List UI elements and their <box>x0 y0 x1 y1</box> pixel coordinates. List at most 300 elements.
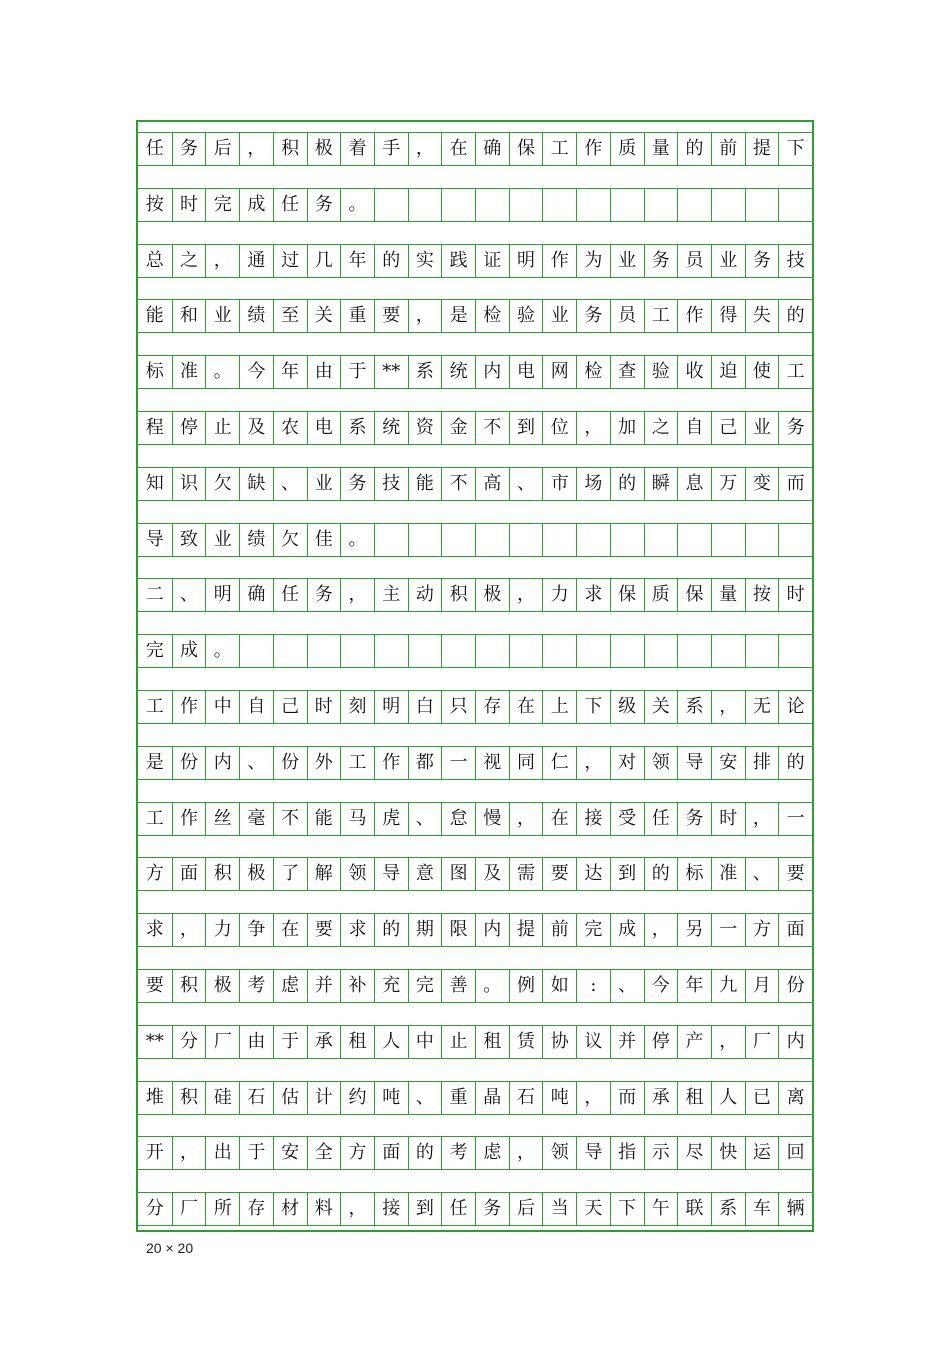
grid-cell: 重 <box>441 1082 475 1114</box>
grid-cell: ， <box>711 1026 745 1058</box>
grid-cell: 今 <box>644 970 678 1002</box>
grid-cell: 之 <box>172 245 206 277</box>
grid-cell: 提 <box>745 133 779 165</box>
grid-cell: 及 <box>475 858 509 890</box>
grid-cell: 、 <box>745 858 779 890</box>
grid-cell: 极 <box>475 579 509 611</box>
grid-row <box>138 188 812 222</box>
grid-cell: ， <box>509 1137 543 1169</box>
grid-cell: 石 <box>239 1082 273 1114</box>
grid-cell: 验 <box>644 356 678 388</box>
grid-cell: 绩 <box>239 300 273 332</box>
grid-cell: 期 <box>408 914 442 946</box>
grid-cell: 下 <box>576 691 610 723</box>
grid-cell: 一 <box>441 747 475 779</box>
grid-cell <box>408 524 442 556</box>
grid-cell: 估 <box>273 1082 307 1114</box>
grid-cell: 而 <box>778 468 812 500</box>
grid-cell: 充 <box>374 970 408 1002</box>
grid-cell: ， <box>172 914 206 946</box>
grid-cell <box>711 635 745 667</box>
grid-cell: 示 <box>644 1137 678 1169</box>
grid-cell: 成 <box>172 635 206 667</box>
grid-cell: 议 <box>576 1026 610 1058</box>
grid-cell: 由 <box>239 1026 273 1058</box>
grid-cell: 刻 <box>340 691 374 723</box>
grid-cell <box>644 189 678 221</box>
grid-cell: 务 <box>778 412 812 444</box>
grid-cell: ， <box>644 914 678 946</box>
grid-cell: 的 <box>778 747 812 779</box>
grid-cell: 工 <box>340 747 374 779</box>
grid-cell: 关 <box>307 300 341 332</box>
grid-cell: 需 <box>509 858 543 890</box>
grid-cell: 准 <box>711 858 745 890</box>
grid-cell: 业 <box>711 245 745 277</box>
grid-cell: 为 <box>576 245 610 277</box>
grid-cell: 己 <box>711 412 745 444</box>
grid-cell: 息 <box>677 468 711 500</box>
grid-cell: 是 <box>441 300 475 332</box>
grid-cell: 能 <box>145 305 164 327</box>
grid-cell: 完 <box>205 189 239 221</box>
grid-row <box>138 523 812 557</box>
grid-cell: 求 <box>145 919 164 941</box>
grid-cell: 系 <box>677 691 711 723</box>
grid-cell: 务 <box>745 245 779 277</box>
grid-cell: 联 <box>677 1193 711 1225</box>
grid-cell: 承 <box>644 1082 678 1114</box>
grid-cell: 完 <box>408 970 442 1002</box>
grid-cell <box>644 524 678 556</box>
grid-cell: 了 <box>273 858 307 890</box>
grid-cell: 怠 <box>441 803 475 835</box>
grid-cell: 考 <box>441 1137 475 1169</box>
grid-row <box>138 746 812 780</box>
grid-cell: 今 <box>239 356 273 388</box>
grid-cell: 的 <box>408 1137 442 1169</box>
grid-cell: 验 <box>509 300 543 332</box>
grid-cell <box>711 189 745 221</box>
grid-cell: 当 <box>542 1193 576 1225</box>
grid-row <box>138 802 812 836</box>
grid-cell <box>441 524 475 556</box>
grid-cell: 如 <box>542 970 576 1002</box>
grid-cell: 实 <box>408 245 442 277</box>
grid-cell: 方 <box>340 1137 374 1169</box>
grid-cell: 只 <box>441 691 475 723</box>
grid-cell: 完 <box>145 640 164 662</box>
grid-cell: 意 <box>408 858 442 890</box>
grid-size-label: 20 × 20 <box>146 1240 194 1256</box>
grid-cell <box>644 635 678 667</box>
grid-cell: 务 <box>307 579 341 611</box>
grid-cell: 保 <box>610 579 644 611</box>
grid-cell: 量 <box>711 579 745 611</box>
grid-cell: 加 <box>610 412 644 444</box>
grid-cell: 。 <box>205 356 239 388</box>
grid-row <box>138 1136 812 1170</box>
grid-row <box>138 857 812 891</box>
grid-cell: 的 <box>374 914 408 946</box>
grid-cell: 下 <box>610 1193 644 1225</box>
grid-cell: ， <box>408 300 442 332</box>
grid-cell: 的 <box>374 245 408 277</box>
grid-cell: 开 <box>145 1142 164 1164</box>
grid-row <box>138 969 812 1003</box>
grid-cell: 关 <box>644 691 678 723</box>
grid-cell: 查 <box>610 356 644 388</box>
grid-cell: 方 <box>745 914 779 946</box>
grid-cell: 绩 <box>239 524 273 556</box>
grid-cell: 、 <box>509 468 543 500</box>
grid-cell: 运 <box>745 1137 779 1169</box>
grid-cell <box>475 635 509 667</box>
grid-cell: 积 <box>172 1082 206 1114</box>
grid-cell: ， <box>239 133 273 165</box>
grid-cell: 任 <box>644 803 678 835</box>
grid-cell: 二 <box>145 584 164 606</box>
grid-cell: 业 <box>307 468 341 500</box>
grid-cell: 。 <box>340 524 374 556</box>
grid-cell: 标 <box>145 361 164 383</box>
grid-cell: ， <box>340 579 374 611</box>
grid-cell: 时 <box>172 189 206 221</box>
grid-cell: 务 <box>644 245 678 277</box>
grid-cell: ， <box>340 1193 374 1225</box>
grid-cell: 动 <box>408 579 442 611</box>
grid-cell: 年 <box>340 245 374 277</box>
grid-cell <box>475 189 509 221</box>
grid-cell: 技 <box>374 468 408 500</box>
grid-cell: 、 <box>610 970 644 1002</box>
grid-cell: 堆 <box>145 1086 164 1108</box>
grid-cell: 务 <box>340 468 374 500</box>
grid-cell: 人 <box>711 1082 745 1114</box>
grid-cell: 务 <box>172 133 206 165</box>
grid-cell: 时 <box>307 691 341 723</box>
grid-cell: 时 <box>778 579 812 611</box>
grid-cell: 协 <box>542 1026 576 1058</box>
grid-cell <box>374 635 408 667</box>
grid-cell: ， <box>576 1082 610 1114</box>
grid-row <box>138 634 812 668</box>
grid-cell <box>441 189 475 221</box>
grid-cell: 欠 <box>273 524 307 556</box>
grid-cell: 马 <box>340 803 374 835</box>
grid-cell: 要 <box>542 858 576 890</box>
grid-cell <box>778 635 812 667</box>
grid-cell: 的 <box>610 468 644 500</box>
grid-cell: 在 <box>441 133 475 165</box>
grid-cell: 系 <box>340 412 374 444</box>
grid-cell: 不 <box>475 412 509 444</box>
grid-cell: 统 <box>374 412 408 444</box>
grid-cell: 方 <box>145 863 164 885</box>
grid-cell: 工 <box>145 807 164 829</box>
grid-cell: 回 <box>778 1137 812 1169</box>
grid-cell: 力 <box>542 579 576 611</box>
grid-cell: 九 <box>711 970 745 1002</box>
grid-cell: 着 <box>340 133 374 165</box>
grid-cell: 年 <box>677 970 711 1002</box>
grid-cell: 确 <box>475 133 509 165</box>
grid-cell: 保 <box>509 133 543 165</box>
grid-cell: 按 <box>145 193 164 215</box>
grid-cell: 的 <box>778 300 812 332</box>
grid-cell: 吨 <box>542 1082 576 1114</box>
grid-cell: 积 <box>273 133 307 165</box>
grid-cell: 时 <box>711 803 745 835</box>
grid-cell: 安 <box>273 1137 307 1169</box>
grid-cell: 石 <box>509 1082 543 1114</box>
grid-cell: 电 <box>509 356 543 388</box>
grid-cell: 总 <box>145 249 164 271</box>
grid-cell: 到 <box>408 1193 442 1225</box>
grid-cell: 慢 <box>475 803 509 835</box>
grid-cell: 安 <box>711 747 745 779</box>
grid-cell: 在 <box>542 803 576 835</box>
grid-cell: 欠 <box>205 468 239 500</box>
grid-cell <box>542 635 576 667</box>
grid-cell: 租 <box>340 1026 374 1058</box>
grid-cell: 电 <box>307 412 341 444</box>
grid-cell: 资 <box>408 412 442 444</box>
grid-cell: 、 <box>239 747 273 779</box>
grid-cell: 重 <box>340 300 374 332</box>
grid-cell <box>610 635 644 667</box>
grid-cell: 程 <box>145 417 164 438</box>
grid-cell: 无 <box>745 691 779 723</box>
grid-cell: 和 <box>172 300 206 332</box>
grid-cell: 而 <box>610 1082 644 1114</box>
grid-cell <box>475 524 509 556</box>
grid-cell: 尽 <box>677 1137 711 1169</box>
grid-cell: 领 <box>542 1137 576 1169</box>
grid-cell: 内 <box>778 1026 812 1058</box>
grid-cell: ， <box>205 245 239 277</box>
grid-cell: ， <box>509 803 543 835</box>
grid-cell: 务 <box>677 803 711 835</box>
grid-cell: 领 <box>644 747 678 779</box>
grid-row <box>138 690 812 724</box>
grid-cell: 排 <box>745 747 779 779</box>
grid-cell: 月 <box>745 970 779 1002</box>
grid-cell: 出 <box>205 1137 239 1169</box>
grid-cell: 一 <box>711 914 745 946</box>
grid-cell: 已 <box>745 1082 779 1114</box>
grid-cell: 到 <box>509 412 543 444</box>
grid-cell: 。 <box>205 635 239 667</box>
grid-cell <box>778 189 812 221</box>
grid-cell: 万 <box>711 468 745 500</box>
grid-cell: 虑 <box>273 970 307 1002</box>
grid-cell: 工 <box>542 133 576 165</box>
grid-cell: 、 <box>273 468 307 500</box>
grid-cell: 停 <box>172 412 206 444</box>
grid-cell: 后 <box>509 1193 543 1225</box>
grid-cell: 车 <box>745 1193 779 1225</box>
grid-cell: 务 <box>475 1193 509 1225</box>
grid-cell: 量 <box>644 133 678 165</box>
grid-cell: 天 <box>576 1193 610 1225</box>
grid-cell: 于 <box>273 1026 307 1058</box>
grid-cell: 市 <box>542 468 576 500</box>
grid-cell: 识 <box>172 468 206 500</box>
grid-cell: 业 <box>745 412 779 444</box>
grid-cell: 上 <box>542 691 576 723</box>
grid-cell: 作 <box>374 747 408 779</box>
grid-cell: 前 <box>711 133 745 165</box>
grid-row <box>138 578 812 612</box>
grid-cell: 作 <box>576 133 610 165</box>
grid-cell: 存 <box>475 691 509 723</box>
grid-cell: 失 <box>745 300 779 332</box>
grid-cell: 手 <box>374 133 408 165</box>
grid-cell: 的 <box>644 858 678 890</box>
grid-cell: 要 <box>307 914 341 946</box>
grid-row <box>138 913 812 947</box>
grid-cell: 产 <box>677 1026 711 1058</box>
grid-cell: 作 <box>172 803 206 835</box>
grid-cell: 主 <box>374 579 408 611</box>
grid-cell: 由 <box>307 356 341 388</box>
grid-cell: 质 <box>644 579 678 611</box>
grid-cell: ， <box>509 579 543 611</box>
grid-cell: 成 <box>239 189 273 221</box>
grid-cell: 员 <box>677 245 711 277</box>
grid-cell: 能 <box>408 468 442 500</box>
grid-cell: 通 <box>239 245 273 277</box>
grid-cell: 计 <box>307 1082 341 1114</box>
grid-cell: 工 <box>145 696 164 717</box>
grid-cell: 白 <box>408 691 442 723</box>
grid-cell: 员 <box>610 300 644 332</box>
grid-cell <box>610 189 644 221</box>
grid-cell: 于 <box>340 356 374 388</box>
grid-cell: 虑 <box>475 1137 509 1169</box>
grid-cell: 准 <box>172 356 206 388</box>
grid-cell: 极 <box>205 970 239 1002</box>
grid-cell: 止 <box>441 1026 475 1058</box>
grid-cell: 至 <box>273 300 307 332</box>
grid-cell: 面 <box>778 914 812 946</box>
grid-cell: 在 <box>273 914 307 946</box>
grid-cell <box>542 524 576 556</box>
grid-cell: 不 <box>273 803 307 835</box>
grid-cell: 求 <box>576 579 610 611</box>
grid-cell: 中 <box>408 1026 442 1058</box>
grid-cell: 业 <box>610 245 644 277</box>
grid-cell: 年 <box>273 356 307 388</box>
grid-cell: ， <box>745 803 779 835</box>
grid-cell: 场 <box>576 468 610 500</box>
grid-cell: 丝 <box>205 803 239 835</box>
grid-cell: 极 <box>307 133 341 165</box>
grid-cell: ， <box>576 747 610 779</box>
grid-cell: 要 <box>778 858 812 890</box>
grid-row <box>138 1025 812 1059</box>
grid-cell: 农 <box>273 412 307 444</box>
grid-cell: 午 <box>644 1193 678 1225</box>
grid-cell: 受 <box>610 803 644 835</box>
grid-cell: 对 <box>610 747 644 779</box>
grid-cell: 分 <box>172 1026 206 1058</box>
grid-cell: 自 <box>677 412 711 444</box>
grid-cell: 明 <box>205 579 239 611</box>
grid-cell: 业 <box>205 300 239 332</box>
grid-cell <box>509 524 543 556</box>
grid-cell: 约 <box>340 1082 374 1114</box>
grid-cell: 内 <box>475 914 509 946</box>
grid-cell: 成 <box>610 914 644 946</box>
grid-cell <box>677 524 711 556</box>
grid-cell <box>576 635 610 667</box>
grid-cell: 厂 <box>172 1193 206 1225</box>
grid-cell: 保 <box>677 579 711 611</box>
grid-cell: 明 <box>509 245 543 277</box>
grid-cell: 自 <box>239 691 273 723</box>
grid-cell: 、 <box>172 579 206 611</box>
grid-cell: 作 <box>542 245 576 277</box>
grid-cell: 得 <box>711 300 745 332</box>
grid-cell: 善 <box>441 970 475 1002</box>
grid-cell: 作 <box>677 300 711 332</box>
grid-cell <box>711 524 745 556</box>
grid-cell: 厂 <box>205 1026 239 1058</box>
grid-cell: 能 <box>307 803 341 835</box>
grid-cell: 全 <box>307 1137 341 1169</box>
grid-cell: 务 <box>307 189 341 221</box>
grid-cell: 佳 <box>307 524 341 556</box>
grid-cell: 限 <box>441 914 475 946</box>
grid-cell: 网 <box>542 356 576 388</box>
grid-cell <box>307 635 341 667</box>
grid-cell: 视 <box>475 747 509 779</box>
grid-row <box>138 411 812 445</box>
grid-cell: 系 <box>711 1193 745 1225</box>
grid-cell: 于 <box>239 1137 273 1169</box>
grid-cell: 务 <box>576 300 610 332</box>
grid-row <box>138 467 812 501</box>
grid-cell: 工 <box>778 356 812 388</box>
grid-cell: 接 <box>374 1193 408 1225</box>
manuscript-grid <box>136 120 814 1232</box>
grid-cell: 证 <box>475 245 509 277</box>
grid-cell: 积 <box>441 579 475 611</box>
grid-cell: 面 <box>374 1137 408 1169</box>
grid-cell: 中 <box>205 691 239 723</box>
grid-cell: 检 <box>576 356 610 388</box>
grid-row <box>138 244 812 278</box>
grid-cell: 任 <box>145 138 164 159</box>
grid-cell: 金 <box>441 412 475 444</box>
grid-cell: 毫 <box>239 803 273 835</box>
grid-cell: 离 <box>778 1082 812 1114</box>
grid-cell: ， <box>576 412 610 444</box>
grid-cell: 之 <box>644 412 678 444</box>
grid-cell: 、 <box>408 1082 442 1114</box>
grid-cell: 领 <box>340 858 374 890</box>
grid-cell: ， <box>172 1137 206 1169</box>
grid-cell: 例 <box>509 970 543 1002</box>
grid-cell: 一 <box>778 803 812 835</box>
grid-cell: 任 <box>273 579 307 611</box>
grid-cell: 导 <box>576 1137 610 1169</box>
grid-cell: 完 <box>576 914 610 946</box>
grid-cell: 使 <box>745 356 779 388</box>
grid-cell: 任 <box>441 1193 475 1225</box>
